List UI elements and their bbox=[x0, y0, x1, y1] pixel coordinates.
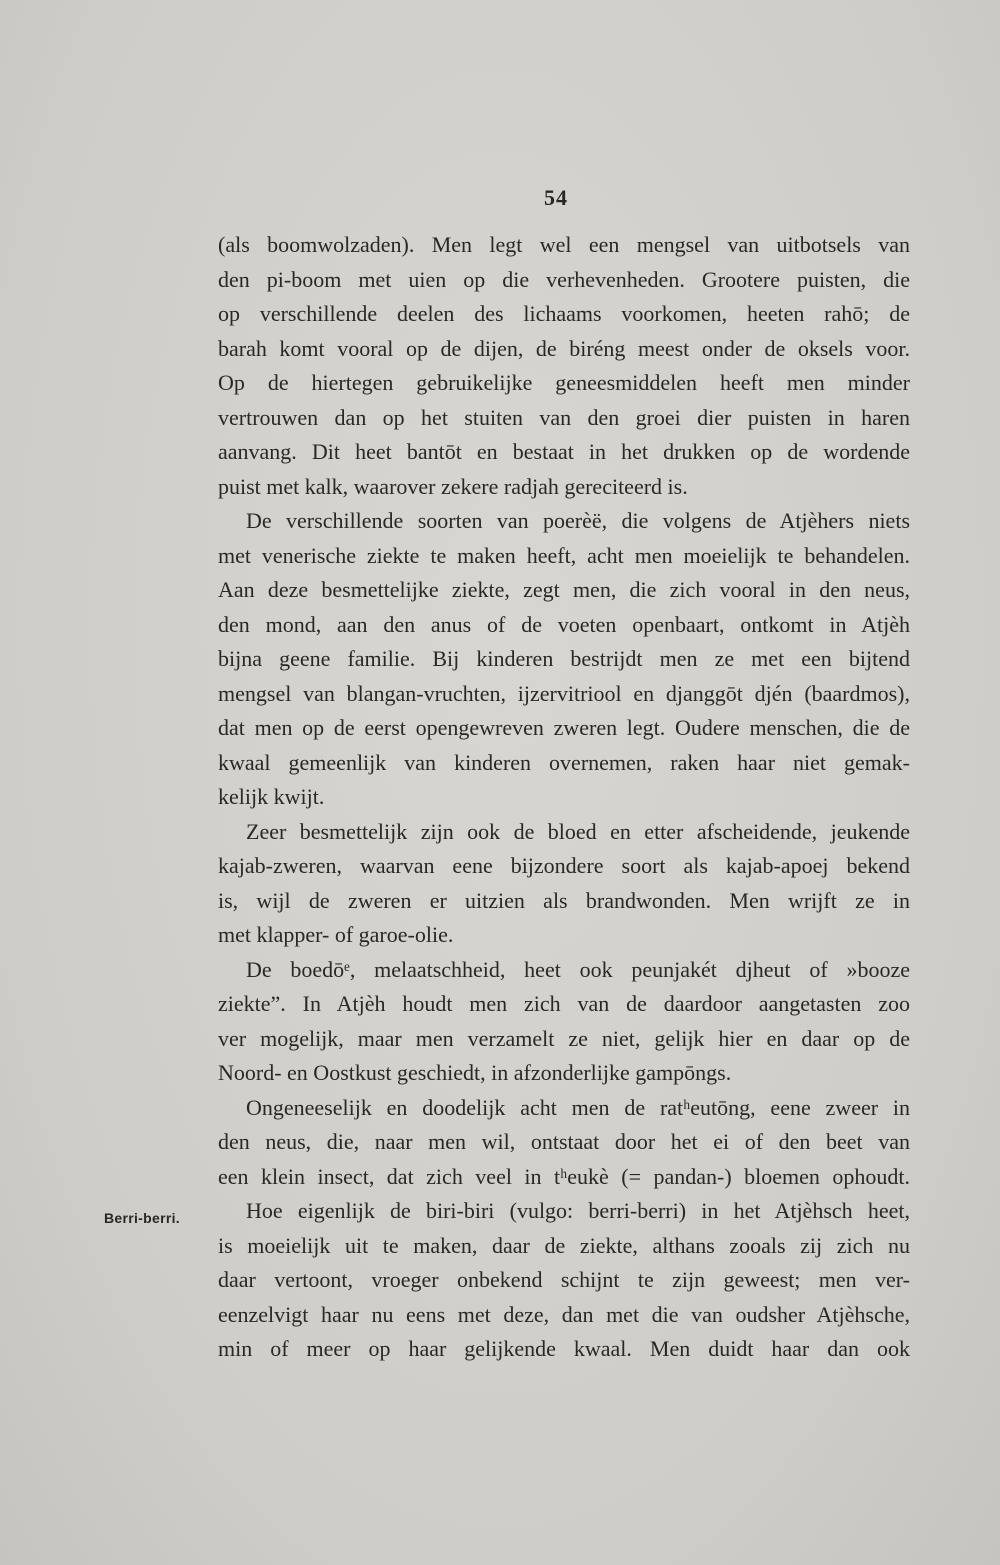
text-line: kajab-zweren, waarvan eene bijzondere soort als kajab-apoej bekend bbox=[218, 853, 910, 878]
text-line: mengsel van blangan-vruchten, ijzervitriool en djanggōt djén (baardmos), bbox=[218, 680, 910, 706]
text-line: den pi-boom met uien op die verhevenheden. Grootere puisten, die bbox=[218, 266, 910, 292]
page-number: 54 bbox=[544, 185, 568, 210]
margin-note: Berri-berri. bbox=[104, 1210, 180, 1226]
text-line: ziekte”. In Atjèh houdt men zich van de daardoor aangetasten zoo bbox=[218, 991, 910, 1016]
text-line: Ongeneeselijk en doodelijk acht men de ratʰeutōng, eene zweer in bbox=[246, 1094, 910, 1120]
text-line: De verschillende soorten van poerèë, die volgens de Atjèhers niets bbox=[246, 508, 910, 533]
text-line: kelijk kwijt. bbox=[218, 784, 325, 809]
text-line: met venerische ziekte te maken heeft, acht men moeielijk te behandelen. bbox=[218, 542, 910, 568]
text-line: is, wijl de zweren er uitzien als brandwonden. Men wrijft ze in bbox=[218, 887, 910, 913]
text-line: Aan deze besmettelijke ziekte, zegt men, die zich vooral in den neus, bbox=[218, 577, 910, 602]
text-line: (als boomwolzaden). Men legt wel een mengsel van uitbotsels van bbox=[218, 232, 910, 257]
text-line: aanvang. Dit heet bantōt en bestaat in het drukken op de wordende bbox=[218, 439, 910, 464]
text-line: op verschillende deelen des lichaams voorkomen, heeten rahō; de bbox=[218, 301, 910, 326]
text-line: Hoe eigenlijk de biri-biri (vulgo: berri-berri) in het Atjèhsch heet, bbox=[246, 1198, 910, 1223]
text-line: kwaal gemeenlijk van kinderen overnemen, raken haar niet gemak- bbox=[218, 749, 910, 775]
text-line: ver mogelijk, maar men verzamelt ze niet, gelijk hier en daar op de bbox=[218, 1025, 910, 1051]
text-line: De boedōᵉ, melaatschheid, heet ook peunjakét djheut of »booze bbox=[246, 956, 910, 982]
text-line: Op de hiertegen gebruikelijke geneesmiddelen heeft men minder bbox=[218, 370, 910, 395]
text-line: is moeielijk uit te maken, daar de ziekte, althans zooals zij zich nu bbox=[218, 1232, 910, 1258]
text-line: den mond, aan den anus of de voeten openbaart, ontkomt in Atjèh bbox=[218, 611, 910, 637]
text-line: bijna geene familie. Bij kinderen bestrijdt men ze met een bijtend bbox=[218, 646, 910, 671]
text-line: den neus, die, naar men wil, ontstaat door het ei of den beet van bbox=[218, 1129, 910, 1154]
text-line: dat men op de eerst opengewreven zweren legt. Oudere menschen, die de bbox=[218, 715, 910, 740]
text-line: eenzelvigt haar nu eens met deze, dan met die van oudsher Atjèhsche, bbox=[218, 1301, 910, 1327]
text-line: met klapper- of garoe-olie. bbox=[218, 922, 454, 947]
text-line: vertrouwen dan op het stuiten van den groei dier puisten in haren bbox=[218, 404, 910, 430]
text-line: een klein insect, dat zich veel in tʰeukè (= pandan-) bloemen ophoudt. bbox=[218, 1163, 910, 1189]
text-line: min of meer op haar gelijkende kwaal. Men duidt haar dan ook bbox=[218, 1336, 910, 1361]
text-line: daar vertoont, vroeger onbekend schijnt te zijn geweest; men ver- bbox=[218, 1267, 910, 1292]
body-text bbox=[218, 228, 910, 1367]
text-line: barah komt vooral op de dijen, de biréng meest onder de oksels voor. bbox=[218, 335, 910, 361]
text-line: Noord- en Oostkust geschiedt, in afzonderlijke gampōngs. bbox=[218, 1060, 732, 1085]
text-line: Zeer besmettelijk zijn ook de bloed en etter afscheidende, jeukende bbox=[246, 818, 910, 844]
text-line: puist met kalk, waarover zekere radjah gereciteerd is. bbox=[218, 473, 688, 499]
